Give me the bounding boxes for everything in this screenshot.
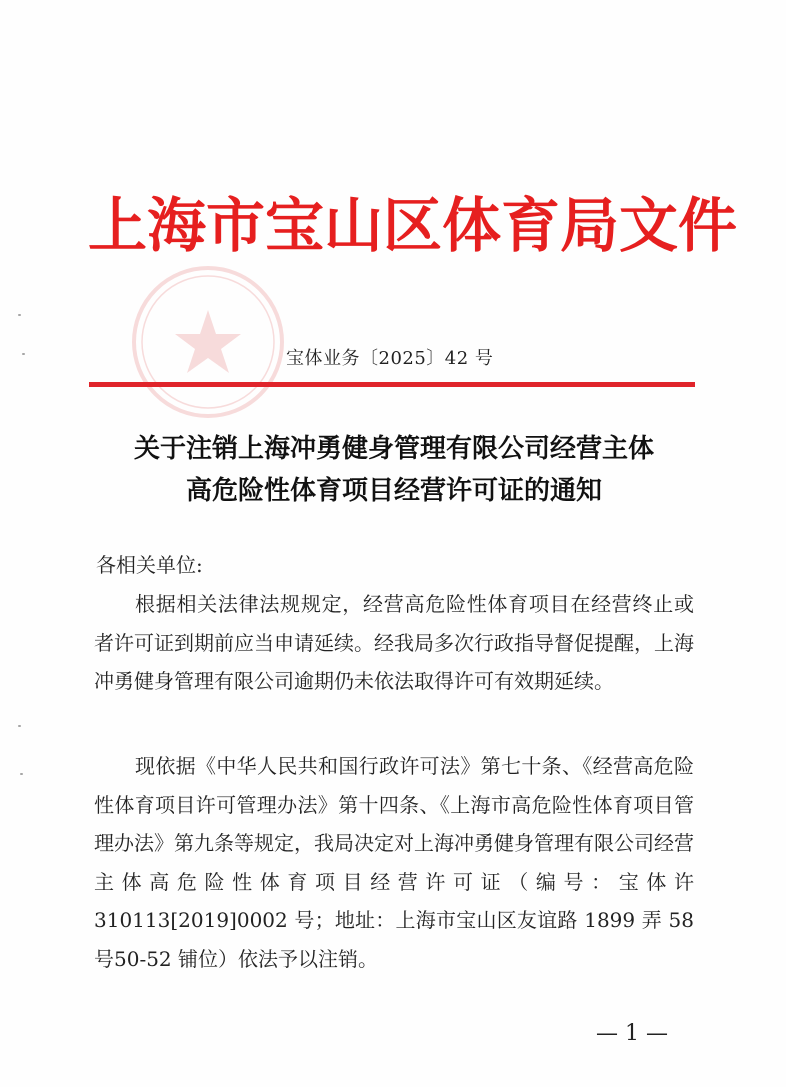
scan-speck (20, 773, 23, 775)
scan-speck (18, 725, 21, 727)
body-paragraph-1: 根据相关法律法规规定，经营高危险性体育项目在经营终止或者许可证到期前应当申请延续。经我局多次行政指导督促提醒，上海冲勇健身管理有限公司逾期仍未依法取得许可有效期延续。 (94, 592, 694, 693)
document-number: 宝体业务〔2025〕42 号 (286, 348, 494, 369)
salutation: 各相关单位: (96, 553, 203, 577)
scan-speck (18, 314, 21, 316)
subject-line-1: 关于注销上海冲勇健身管理有限公司经营主体 (133, 434, 654, 464)
notice-subject (94, 428, 694, 512)
header-divider (89, 382, 695, 387)
subject-line-2: 高危险性体育项目经营许可证的通知 (185, 476, 602, 506)
document-header-title: 上海市宝山区体育局文件 (88, 191, 738, 260)
official-seal-icon (128, 262, 288, 422)
body-paragraph-2: 现依据《中华人民共和国行政许可法》第七十条、《经营高危险性体育项目许可管理办法》第十四条、《上海市高危险性体育项目管理办法》第九条等规定，我局决定对上海冲勇健身管理有限公司经营主体高危险性体育项目经营许可证（编号：宝体许310113[2019]0002 号；地址：上海市宝山区友谊路 1899 弄 58 号50-52 铺位）依法予以注销。 (94, 754, 694, 971)
page-number: — 1 — (596, 1021, 668, 1046)
scan-speck (22, 353, 25, 355)
